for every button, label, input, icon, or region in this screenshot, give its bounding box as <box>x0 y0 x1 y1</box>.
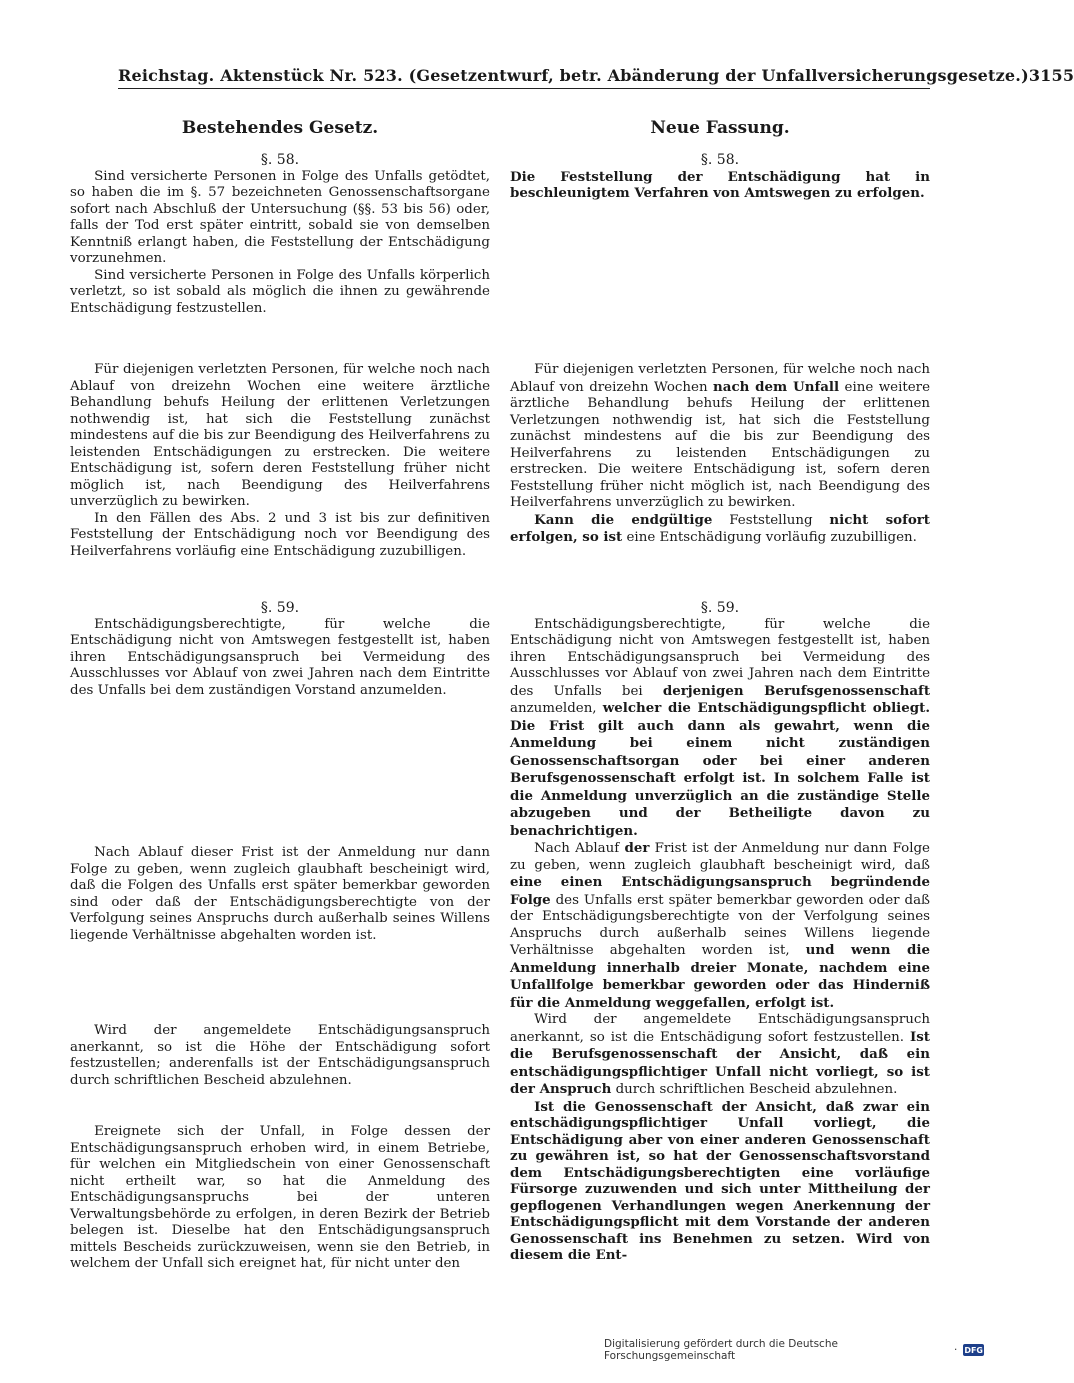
left-s58-paragraph-2: Sind versicherte Personen in Folge des Unfalls körperlich verletzt, so ist sobald als möglich die ihnen zu gewährende Entschädigung festzustellen. <box>70 267 490 316</box>
right-s58-p3-text-c: eine weitere ärztliche Behandlung behufs Heilung der erlittenen Verletzungen nothwendig ist, hat sich die Feststellung zunächst mindestens auf die bis zur Beendigung des Heilverfahrens zu leistenden Entschädigungen zu erstrecken. Die weitere Entschädigung ist, sofern deren Feststellung früher nicht möglich ist, nach Beendigung des Heilverfahrens unverzüglich zu bewirken. <box>510 379 930 510</box>
footer-text: Digitalisierung gefördert durch die Deutsche Forschungsgemeinschaft <box>604 1338 838 1362</box>
left-s59-block-2 <box>70 845 490 944</box>
left-s59-paragraph-4: Ereignete sich der Unfall, in Folge dessen der Entschädigungsanspruch erhoben wird, in einem Betriebe, für welchen ein Mitgliedschein von einer Genossenschaft nicht ertheilt war, so hat die Anmeldung des Entschädigungsanspruchs bei der unteren Verwaltungsbehörde zu erfolgen, in deren Bezirk der Betrieb belegen ist. Dieselbe hat den Entschädigungsanspruch mittels Bescheids zurückzuweisen, wenn sie den Betrieb, in welchem der Unfall sich ereignet hat, für nicht unter den <box>70 1124 490 1271</box>
left-s58-paragraph-4: In den Fällen des Abs. 2 und 3 ist bis zur definitiven Feststellung der Entschädigung noch vor Beendigung des Heilverfahrens vorläufig eine Entschädigung zuzubilligen. <box>70 510 490 559</box>
right-s58-heading: §. 58. <box>700 152 740 168</box>
left-s58-heading: §. 58. <box>260 152 300 168</box>
right-s59-p2-emph-b: der <box>624 840 650 856</box>
footer-separator: · <box>954 1344 958 1356</box>
right-s59-p2-text-a: Nach Ablauf <box>534 841 625 856</box>
right-s58-p4-text-b: Feststellung <box>712 512 830 528</box>
right-s59-p3-text-a: Wird der angemeldete Entschädigungsanspruch anerkannt, so ist die Entschädigung sofort festzustellen. <box>510 1012 930 1045</box>
right-s58-paragraph-4 <box>510 512 930 547</box>
right-column-heading: Neue Fassung. <box>650 118 790 138</box>
left-s59-paragraph-3: Wird der angemeldete Entschädigungsanspruch anerkannt, so ist die Höhe der Entschädigung sofort festzustellen; anderenfalls ist der Entschädigungsanspruch durch schriftlichen Bescheid abzulehnen. <box>70 1023 490 1088</box>
right-s59-p3-text-c: durch schriftlichen Bescheid abzulehnen. <box>611 1082 898 1097</box>
right-s59-p2-emph-d: eine einen Entschädigungsanspruch begründende Folge <box>510 874 930 908</box>
right-s59-p2-text-c: Frist ist der Anmeldung nur dann Folge zu geben, wenn zugleich glaubhaft bescheinigt wird, daß <box>510 841 930 873</box>
right-s58-p3-text-a: Für diejenigen verletzten Personen, für welche noch nach Ablauf von dreizehn Wochen <box>510 362 930 395</box>
running-header <box>118 62 1074 89</box>
left-s58-paragraph-1: Sind versicherte Personen in Folge des Unfalls getödtet, so haben die im §. 57 bezeichneten Genossenschaftsorgane sofort nach Abschluß der Untersuchung (§§. 53 bis 56) oder, falls der Tod erst später eintritt, sobald sie von demselben Kenntniß erlangt haben, die Feststellung der Entschädigung vorzunehmen. <box>70 168 490 266</box>
left-s58-paragraph-3: Für diejenigen verletzten Personen, für welche noch nach Ablauf von dreizehn Wochen eine weitere ärztliche Behandlung behufs Heilung der erlittenen Verletzungen nothwendig ist, hat sich die Feststellung zunächst mindestens auf die bis zur Beendigung des Heilverfahrens zu leistenden Entschädigungen zu erstrecken. Die weitere Entschädigung ist, sofern deren Feststellung früher nicht möglich ist, nach Beendigung des Heilverfahrens unverzüglich zu bewirken. <box>70 362 490 509</box>
right-s59-p1-emph-b: derjenigen Berufsgenossenschaft <box>662 682 931 699</box>
right-s59-paragraph-1 <box>510 617 930 841</box>
right-s59-p1-text-c: anzumelden, <box>510 701 603 716</box>
left-s59-heading: §. 59. <box>260 600 300 616</box>
right-s59-paragraph-4: Ist die Genossenschaft der Ansicht, daß zwar ein entschädigungspflichtiger Unfall vorliegt, die Entschädigung aber von einer anderen Genossenschaft zu gewähren ist, so hat der Genossenschaftsvorstand dem Entschädigungsberechtigten eine vorläufige Fürsorge zuzuwenden und sich unter Mittheilung der gepflogenen Verhandlungen wegen Anerkennung der Entschädigungspflicht mit dem Vorstande der anderen Genossenschaft ins Benehmen zu setzen. Wird von diesem die Ent- <box>510 1098 930 1263</box>
left-s59-paragraph-1: Entschädigungsberechtigte, für welche die Entschädigung nicht von Amtswegen festgestellt ist, haben ihren Entschädigungsanspruch bei Vermeidung des Ausschlusses vor Ablauf von zwei Jahren nach dem Eintritte des Unfalls bei dem zuständigen Vorstand anzumelden. <box>70 616 490 698</box>
dfg-logo: DFG <box>964 1345 983 1355</box>
right-s58-p4-emph-c: nicht sofort erfolgen, so ist <box>510 511 930 545</box>
right-s59-p3-emph-b: Ist die Berufsgenossenschaft der Ansicht, daß ein entschädigungspflichtiger Unfall nicht vorliegt, so ist der Anspruch <box>510 1028 930 1097</box>
right-s59-paragraph-3 <box>510 1012 930 1099</box>
left-s59-paragraph-2: Nach Ablauf dieser Frist ist der Anmeldung nur dann Folge zu geben, wenn zugleich glaubhaft bescheinigt wird, daß die Folgen des Unfalls erst später bemerkbar geworden sind oder daß der Entschädigungsberechtigte von der Verfolgung seines Anspruchs durch außerhalb seines Willens liegende Verhältnisse abgehalten worden ist. <box>70 845 490 943</box>
right-s58-paragraph-1: Die Feststellung der Entschädigung hat in beschleunigtem Verfahren von Amtswegen zu erfolgen. <box>510 168 930 201</box>
left-s59-block-4 <box>70 1124 490 1273</box>
left-s59-block-3 <box>70 1023 490 1089</box>
right-s59-p2-text-e: des Unfalls erst später bemerkbar geworden oder daß der Entschädigungsberechtigte von der Verfolgung seines Anspruchs durch außerhalb seines Willens liegende Verhältnisse abgehalten worden ist, <box>510 892 930 958</box>
right-s58-block-2 <box>510 362 930 547</box>
header-title: Reichstag. Aktenstück Nr. 523. (Gesetzentwurf, betr. Abänderung der Unfallversicherungsgesetze.) <box>118 65 1029 85</box>
left-s58-block <box>70 152 490 317</box>
right-s58-p3-emph: nach dem Unfall <box>713 378 840 395</box>
left-column-heading: Bestehendes Gesetz. <box>181 118 379 138</box>
right-s58-block <box>510 152 930 202</box>
right-s59-p1-text-a: Entschädigungsberechtigte, für welche die Entschädigung nicht von Amtswegen festgestellt ist, haben ihren Entschädigungsanspruch bei Vermeidung des Ausschlusses vor Ablauf von zwei Jahren nach dem Eintritte des Unfalls bei <box>510 616 930 699</box>
right-s59-paragraph-2 <box>510 840 930 1012</box>
digitization-credit <box>604 1340 984 1360</box>
right-s58-p4-emph-a: Kann die endgültige <box>534 511 713 528</box>
right-s59-heading: §. 59. <box>700 600 740 616</box>
right-s58-p4-text-d: eine Entschädigung vorläufig zuzubilligen. <box>622 530 917 545</box>
left-s59-block <box>70 600 490 699</box>
left-s58-block-2 <box>70 362 490 560</box>
right-s59-p2-emph-f: und wenn die Anmeldung innerhalb dreier Monate, nachdem eine Unfallfolge bemerkbar geworden oder das Hinderniß für die Anmeldung weggefallen, erfolgt ist. <box>510 942 930 1011</box>
right-s59-p1-emph-d: welcher die Entschädigungspflicht obliegt. Die Frist gilt auch dann als gewahrt, wenn die Anmeldung bei einem nicht zuständigen Genossenschaftsorgan oder bei einer anderen Berufsgenossenschaft erfolgt ist. In solchem Falle ist die Anmeldung unverzüglich an die zuständige Stelle abzugeben und der Betheiligte davon zu benachrichtigen. <box>510 700 930 839</box>
right-s58-paragraph-3 <box>510 362 930 512</box>
page-number: 3155 <box>1028 65 1074 85</box>
right-s59-block <box>510 600 930 1264</box>
